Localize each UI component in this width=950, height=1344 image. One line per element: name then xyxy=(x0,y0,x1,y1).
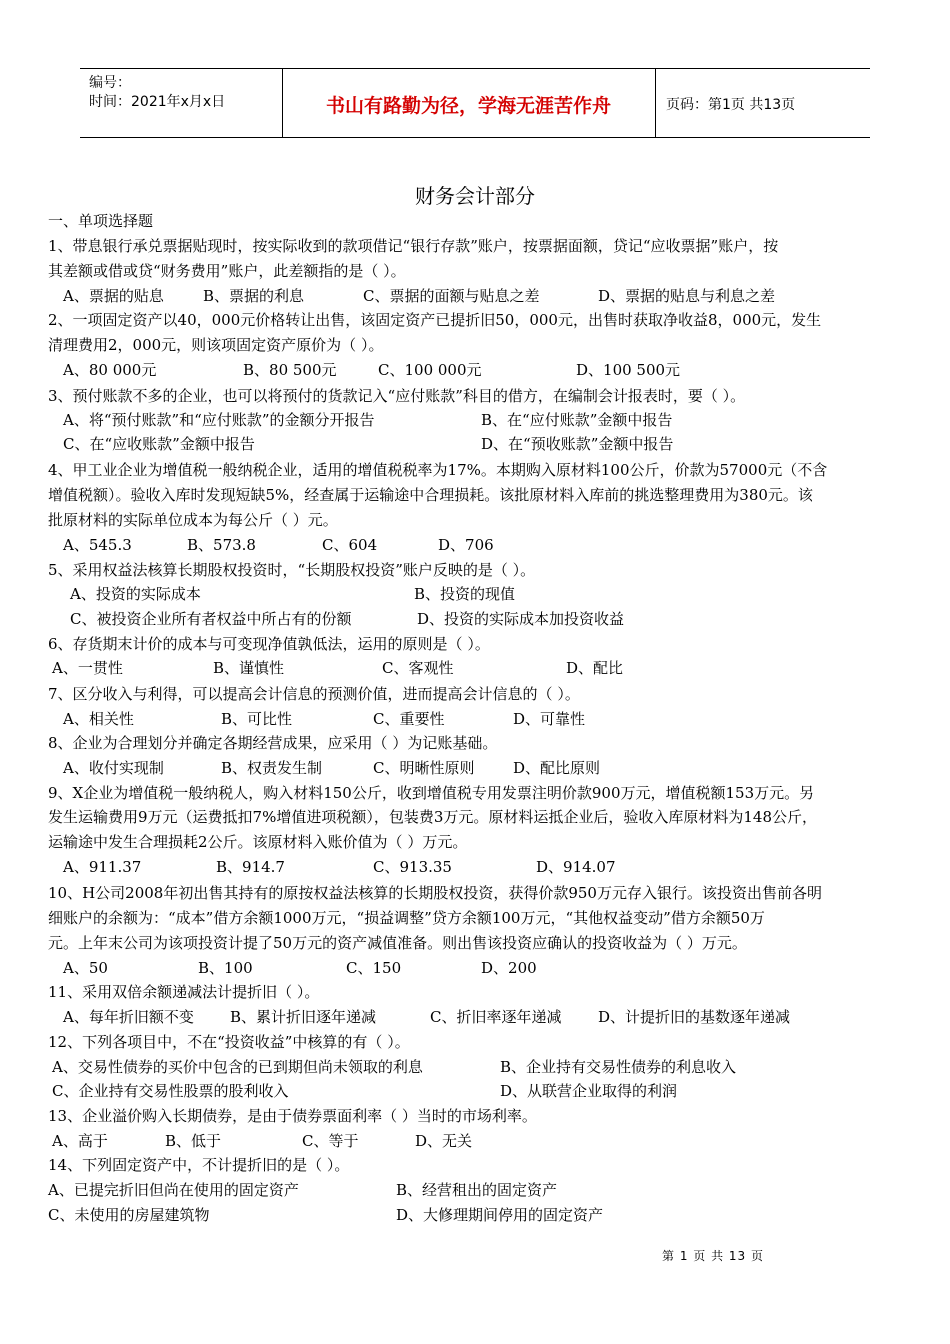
text-line: C、被投资企业所有者权益中所占有的份额 xyxy=(70,610,352,628)
text-line: B、可比性 xyxy=(221,710,293,728)
text-line: 4、甲工业企业为增值税一般纳税企业，适用的增值税税率为17%。本期购入原材料100公斤，价款为57000元（不含 xyxy=(48,461,828,479)
text-line: 细账户的余额为：“成本”借方余额1000万元，“损益调整”贷方余额100万元，“其他权益变动”借方余额50万 xyxy=(48,909,765,927)
text-line: 9、X企业为增值税一般纳税人，购入材料150公斤，收到增值税专用发票注明价款900万元，增值税额153万元。另 xyxy=(48,784,815,802)
page-title: 财务会计部分 xyxy=(415,184,535,208)
text-line: 运输途中发生合理损耗2公斤。该原材料入账价值为（ ）万元。 xyxy=(48,833,468,851)
text-line: C、票据的面额与贴息之差 xyxy=(363,287,540,305)
text-line: D、从联营企业取得的利润 xyxy=(500,1082,678,1100)
text-line: 清理费用2，000元，则该项固定资产原价为（ ）。 xyxy=(48,336,384,354)
text-line: C、折旧率逐年递减 xyxy=(430,1008,562,1026)
text-line: A、911.37 xyxy=(63,858,142,876)
text-line: C、等于 xyxy=(302,1132,359,1150)
text-line: 发生运输费用9万元（运费抵扣7%增值进项税额），包装费3万元。原材料运抵企业后，验收入库原材料为148公斤， xyxy=(48,808,818,826)
text-line: D、914.07 xyxy=(536,858,616,876)
text-line: B、投资的现值 xyxy=(414,585,516,603)
text-line: A、将“预付账款”和“应付账款”的金额分开报告 xyxy=(63,411,375,429)
text-line: 7、区分收入与利得，可以提高会计信息的预测价值，进而提高会计信息的（ ）。 xyxy=(48,685,580,703)
text-line: B、914.7 xyxy=(216,858,285,876)
text-line: A、投资的实际成本 xyxy=(70,585,201,603)
text-line: A、高于 xyxy=(52,1132,108,1150)
page-footer: 第 1 页 共 13 页 xyxy=(662,1249,764,1263)
text-line: 2、一项固定资产以40，000元价格转让出售，该固定资产已提折旧50，000元，出售时获取净收益8，000元，发生 xyxy=(48,311,822,329)
text-line: D、706 xyxy=(438,536,494,554)
text-line: D、在“预收账款”金额中报告 xyxy=(481,435,674,453)
header-meta-cell xyxy=(80,69,283,137)
text-line: B、低于 xyxy=(165,1132,222,1150)
text-line: B、谨慎性 xyxy=(213,659,285,677)
text-line: 其差额或借或贷“财务费用”账户，此差额指的是（ ）。 xyxy=(48,262,406,280)
text-line: C、明晰性原则 xyxy=(373,759,475,777)
text-line: B、票据的利息 xyxy=(203,287,305,305)
text-line: 5、采用权益法核算长期股权投资时，“长期股权投资”账户反映的是（ ）。 xyxy=(48,561,536,579)
code-label: 编号： xyxy=(89,75,131,91)
text-line: D、无关 xyxy=(415,1132,473,1150)
text-line: 13、企业溢价购入长期债券，是由于债券票面利率（ ）当时的市场利率。 xyxy=(48,1107,537,1125)
text-line: D、可靠性 xyxy=(513,710,586,728)
text-line: C、企业持有交易性股票的股利收入 xyxy=(52,1082,289,1100)
text-line: 10、H公司2008年初出售其持有的原按权益法核算的长期股权投资，获得价款950万元存入银行。该投资出售前各明 xyxy=(48,884,822,902)
text-line: D、计提折旧的基数逐年递减 xyxy=(598,1008,791,1026)
text-line: C、913.35 xyxy=(373,858,452,876)
text-line: B、累计折旧逐年递减 xyxy=(230,1008,377,1026)
text-line: B、权责发生制 xyxy=(221,759,323,777)
text-line: 12、下列各项目中，不在“投资收益”中核算的有（ ）。 xyxy=(48,1033,410,1051)
text-line: A、80 000元 xyxy=(63,361,157,379)
page-header xyxy=(80,68,870,138)
text-line: A、相关性 xyxy=(63,710,134,728)
text-line: 3、预付账款不多的企业，也可以将预付的货款记入“应付账款”科目的借方，在编制会计报表时，要（ ）。 xyxy=(48,387,746,405)
motto: 书山有路勤为径，学海无涯苦作舟 xyxy=(325,95,611,117)
text-line: D、配比 xyxy=(566,659,624,677)
text-line: B、100 xyxy=(198,959,253,977)
text-line: D、票据的贴息与利息之差 xyxy=(598,287,776,305)
text-line: B、在“应付账款”金额中报告 xyxy=(481,411,673,429)
text-line: C、重要性 xyxy=(373,710,445,728)
text-line: C、在“应收账款”金额中报告 xyxy=(63,435,255,453)
text-line: D、200 xyxy=(481,959,537,977)
text-line: 增值税额）。验收入库时发现短缺5%，经查属于运输途中合理损耗。该批原材料入库前的挑选整理费用为380元。该 xyxy=(48,486,813,504)
text-line: C、客观性 xyxy=(382,659,454,677)
text-line: D、100 500元 xyxy=(576,361,681,379)
text-line: C、604 xyxy=(322,536,378,554)
text-line: D、投资的实际成本加投资收益 xyxy=(417,610,625,628)
text-line: A、一贯性 xyxy=(52,659,123,677)
text-line: D、配比原则 xyxy=(513,759,601,777)
text-line: B、80 500元 xyxy=(243,361,337,379)
text-line: 8、企业为合理划分并确定各期经营成果，应采用（ ）为记账基础。 xyxy=(48,734,498,752)
text-line: C、未使用的房屋建筑物 xyxy=(48,1206,210,1224)
date-label: 时间：2021年x月x日 xyxy=(89,94,226,110)
text-line: 批原材料的实际单位成本为每公斤（ ）元。 xyxy=(48,511,338,529)
text-line: C、150 xyxy=(346,959,402,977)
text-line: B、企业持有交易性债券的利息收入 xyxy=(500,1058,737,1076)
header-page-info: 页码：第1页 共13页 xyxy=(666,97,796,113)
text-line: A、545.3 xyxy=(63,536,132,554)
text-line: A、票据的贴息 xyxy=(63,287,164,305)
text-line: A、收付实现制 xyxy=(63,759,164,777)
text-line: 1、带息银行承兑票据贴现时，按实际收到的款项借记“银行存款”账户，按票据面额，贷记“应收票据”账户，按 xyxy=(48,237,779,255)
header-motto-cell xyxy=(282,69,656,137)
text-line: D、大修理期间停用的固定资产 xyxy=(396,1206,604,1224)
text-line: A、50 xyxy=(63,959,108,977)
text-line: 11、采用双倍余额递减法计提折旧（ ）。 xyxy=(48,983,320,1001)
text-line: A、交易性债券的买价中包含的已到期但尚未领取的利息 xyxy=(52,1058,423,1076)
text-line: B、573.8 xyxy=(187,536,256,554)
text-line: A、每年折旧额不变 xyxy=(63,1008,194,1026)
text-line: B、经营租出的固定资产 xyxy=(396,1181,558,1199)
text-line: 元。上年末公司为该项投资计提了50万元的资产减值准备。则出售该投资应确认的投资收益为（ ）万元。 xyxy=(48,934,747,952)
text-line: 14、下列固定资产中，不计提折旧的是（ ）。 xyxy=(48,1156,350,1174)
text-line: 6、存货期末计价的成本与可变现净值孰低法，运用的原则是（ ）。 xyxy=(48,635,490,653)
text-line: A、已提完折旧但尚在使用的固定资产 xyxy=(48,1181,299,1199)
text-line: C、100 000元 xyxy=(378,361,482,379)
text-line: 一、单项选择题 xyxy=(48,212,154,230)
